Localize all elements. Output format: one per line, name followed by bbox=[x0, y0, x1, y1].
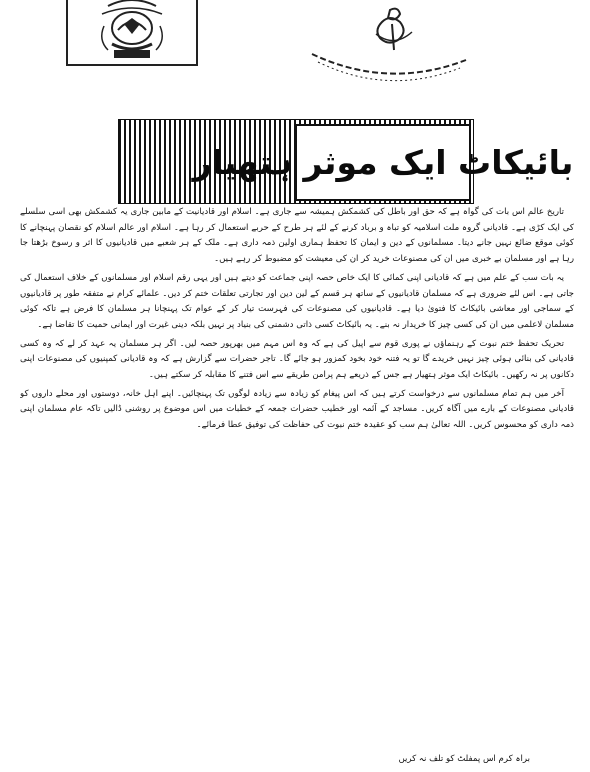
document-title: بائیکاٹ ایک موثر ہتھیار bbox=[192, 143, 574, 182]
article-body bbox=[20, 205, 574, 760]
title-box bbox=[192, 124, 574, 201]
closing-note: براہ کرم اس پمفلٹ کو تلف نہ کریں bbox=[398, 754, 530, 764]
organization-emblem-left bbox=[66, 0, 198, 66]
calligraphy-seal-icon bbox=[304, 4, 472, 86]
article-paragraph: آخر میں ہم تمام مسلمانوں سے درخواست کرتے ہیں کہ اس پیغام کو زیادہ سے زیادہ لوگوں تک پہنچائیں۔ اپنے اہل خانہ، دوستوں اور محلے داروں کو قادیانی مصنوعات کے بارے میں آگاہ کریں۔ مساجد کے آئمہ اور خطیب حضرات جمعہ کے خطبات میں اس موضوع پر روشنی ڈالیں تاکہ عام مسلمان اپنی ذمہ داری کو محسوس کریں۔ اللہ تعالیٰ ہم سب کو عقیدہ ختم نبوت کی حفاظت کی توفیق عطا فرمائے۔ bbox=[20, 388, 574, 431]
crest-icon bbox=[68, 0, 196, 64]
article-paragraph: یہ بات سب کے علم میں ہے کہ قادیانی اپنی کمائی کا ایک خاص حصہ اپنی جماعت کو دیتے ہیں اور یہی رقم اسلام اور مسلمانوں کے خلاف استعمال کی جاتی ہے۔ اس لئے ضروری ہے کہ مسلمان قادیانیوں کے ساتھ ہر قسم کے لین دین اور تجارتی تعلقات ختم کر دیں۔ علمائے کرام نے متفقہ طور پر قادیانیوں کے سماجی اور معاشی بائیکاٹ کا فتویٰ دیا ہے۔ قادیانیوں کی مصنوعات کی فہرست تیار کر کے عوام تک پہنچانا ہر مسلمان کا فرض ہے تاکہ کوئی مسلمان لاعلمی میں ان کی کسی چیز کا خریدار نہ بنے۔ یہ بائیکاٹ کسی ذاتی دشمنی کی بنیاد پر نہیں بلکہ دینی غیرت اور ایمانی حمیت کا تقاضا ہے۔ bbox=[20, 272, 574, 330]
article-paragraph: تحریک تحفظ ختم نبوت کے رہنماؤں نے پوری قوم سے اپیل کی ہے کہ وہ اس مہم میں بھرپور حصہ لیں۔ اگر ہر مسلمان یہ عہد کر لے کہ وہ کسی قادیانی کی بنائی ہوئی چیز نہیں خریدے گا تو یہ فتنہ خود بخود کمزور ہو جائے گا۔ تاجر حضرات سے گزارش ہے کہ وہ قادیانی کمپنیوں کی مصنوعات اپنی دکانوں پر نہ رکھیں۔ بائیکاٹ ایک موثر ہتھیار ہے جس کے ذریعے ہم پرامن طریقے سے اس فتنے کا مقابلہ کر سکتے ہیں۔ bbox=[20, 338, 574, 381]
title-banner bbox=[118, 119, 574, 204]
article-paragraph: تاریخ عالم اس بات کی گواہ ہے کہ حق اور باطل کی کشمکش ہمیشہ سے جاری ہے۔ اسلام اور قادیانیت کے مابین جاری یہ کشمکش بھی اسی سلسلے کی ایک کڑی ہے۔ قادیانی گروہ ملت اسلامیہ کو تباہ و برباد کرنے کے لئے ہر طرح کے حربے استعمال کر رہا ہے۔ اسلام اور عالم اسلام کو نقصان پہنچانے کا کوئی موقع ضائع نہیں جانے دیتا۔ مسلمانوں کے دین و ایمان کا تحفظ ہماری اولین ذمہ داری ہے۔ ملک کے ہر شعبے میں قادیانیوں کا اثر و رسوخ بڑھتا جا رہا ہے اور مسلمان بے خبری میں ان کی مصنوعات خرید کر ان کی معیشت کو مضبوط کر رہے ہیں۔ bbox=[20, 207, 574, 265]
calligraphy-seal bbox=[304, 4, 472, 86]
